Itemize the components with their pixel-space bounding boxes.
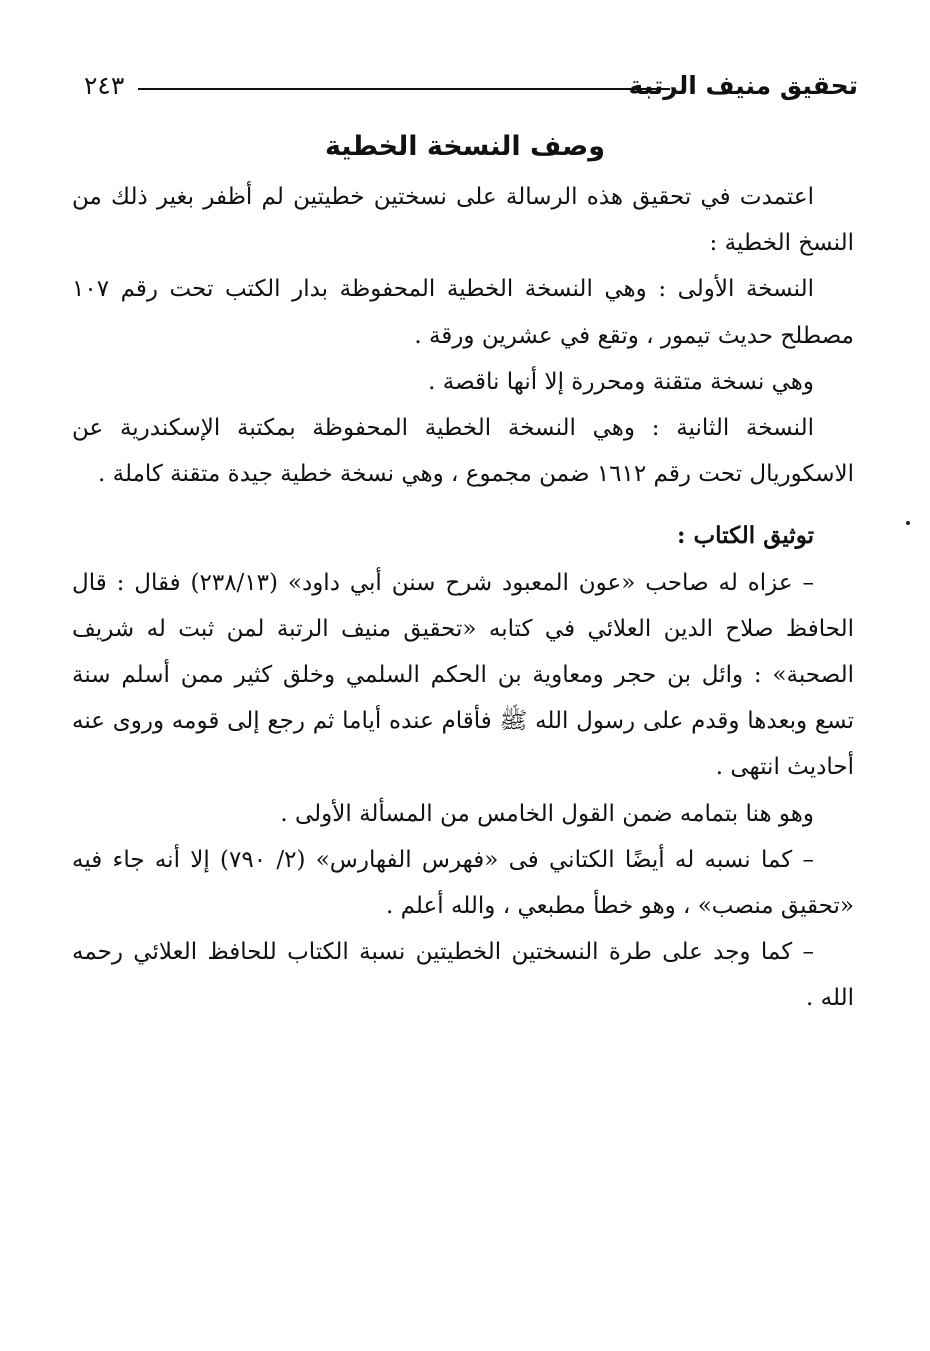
- paragraph-gap: [72, 497, 854, 513]
- paragraph-second-copy: النسخة الثانية : وهي النسخة الخطية المحفوظة بمكتبة الإسكندرية عن الاسكوريال تحت رقم ١٦١٢ ضمن مجموع ، وهي نسخة خطية جيدة متقنة كاملة .: [72, 415, 854, 488]
- paragraph-intro: اعتمدت في تحقيق هذه الرسالة على نسختين خطيتين لم أظفر بغير ذلك من النسخ الخطية :: [72, 184, 854, 257]
- paragraph-documentation-3: – كما وجد على طرة النسختين الخطيتين نسبة الكتاب للحافظ العلائي رحمه الله .: [72, 939, 854, 1012]
- paragraph-documentation-1-note: وهو هنا بتمامه ضمن القول الخامس من المسألة الأولى .: [280, 800, 814, 827]
- header-title: تحقيق منيف الرتبة: [628, 71, 858, 100]
- scan-speck: [906, 521, 910, 525]
- running-header: [78, 66, 858, 106]
- paragraph-first-copy: النسخة الأولى : وهي النسخة الخطية المحفوظة بدار الكتب تحت رقم ١٠٧ مصطلح حديث تيمور ، وتقع في عشرين ورقة .: [72, 276, 854, 349]
- body-text: [72, 174, 854, 1022]
- paragraph-documentation-2: – كما نسبه له أيضًا الكتاني فى «فهرس الفهارس» (٢/ ٧٩٠) إلا أنه جاء فيه «تحقيق منصب» ، وهو خطأ مطبعي ، والله أعلم .: [72, 846, 854, 920]
- section-title: وصف النسخة الخطية: [324, 131, 606, 162]
- page-number: ٢٤٣: [84, 71, 125, 100]
- header-rule: [138, 88, 670, 90]
- paragraph-first-copy-note: وهي نسخة متقنة ومحررة إلا أنها ناقصة .: [428, 368, 814, 395]
- paragraph-documentation-1: – عزاه له صاحب «عون المعبود شرح سنن أبي داود» (٢٣٨/١٣) فقال : قال الحافظ صلاح الدين العلائي في كتابه «تحقيق منيف الرتبة لمن ثبت له شريف الصحبة» : وائل بن حجر ومعاوية بن الحكم السلمي وخلق كثير ممن أسلم سنة تسع وبعدها وقدم على رسول الله ﷺ فأقام عنده أياما ثم رجع إلى قومه وروى عنه أحاديث انتهى .: [72, 569, 854, 781]
- documentation-heading: توثيق الكتاب :: [676, 522, 814, 550]
